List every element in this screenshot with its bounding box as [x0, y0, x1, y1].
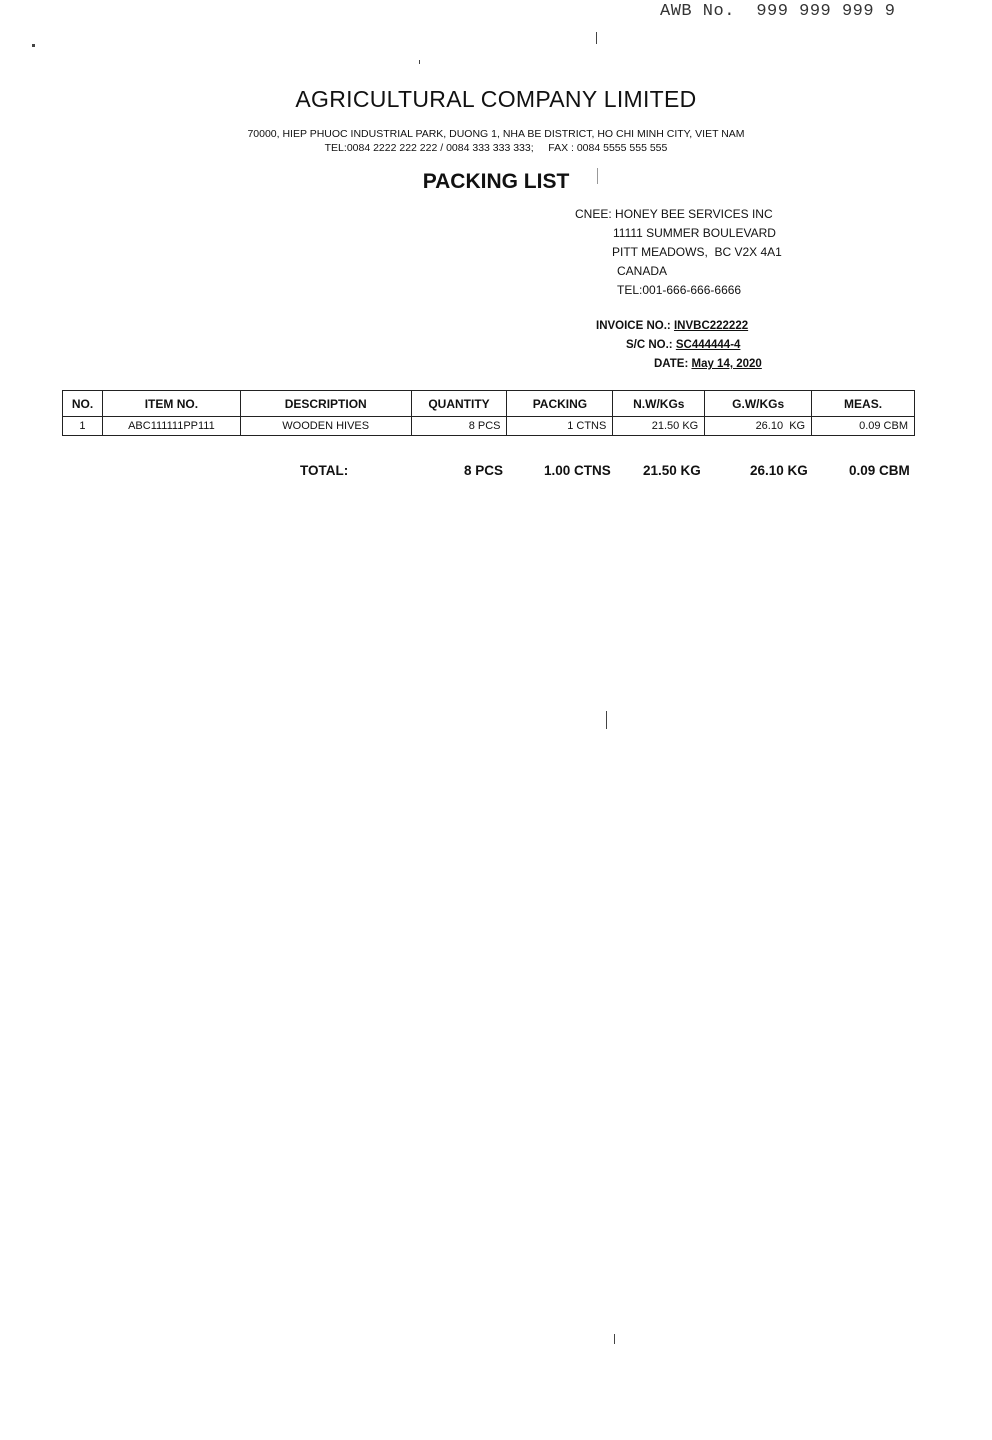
totals-packing: 1.00 CTNS: [544, 463, 611, 478]
date-value: May 14, 2020: [691, 358, 762, 370]
consignee-city: PITT MEADOWS, BC V2X 4A1: [612, 245, 782, 259]
totals-quantity: 8 PCS: [464, 463, 504, 478]
cell-description: WOODEN HIVES: [240, 417, 411, 436]
cell-measurement: 0.09 CBM: [812, 417, 915, 436]
company-contact: TEL:0084 2222 222 222 / 0084 333 333 333; FAX : 0084 5555 555 555: [324, 142, 668, 154]
sc-label: S/C NO.:: [626, 339, 673, 351]
invoice-label: INVOICE NO.:: [596, 320, 671, 332]
table-header-row: [63, 391, 915, 417]
document-date: [654, 358, 762, 370]
totals-measurement: 0.09 CBM: [849, 463, 910, 478]
packing-table: [62, 390, 915, 436]
company-name: AGRICULTURAL COMPANY LIMITED: [295, 86, 697, 112]
awb-value: 999 999 999 9: [756, 2, 896, 21]
scan-mark: [419, 60, 420, 64]
column-header-gross-weight: G.W/KGs: [705, 391, 812, 417]
awb-label: AWB No.: [660, 2, 735, 21]
consignee-street: 11111 SUMMER BOULEVARD: [613, 226, 776, 240]
scan-mark: [606, 711, 607, 729]
consignee-tel: TEL:001-666-666-6666: [617, 283, 742, 297]
totals-label: TOTAL:: [300, 463, 349, 478]
cell-item-no: ABC111111PP111: [102, 417, 240, 436]
cell-packing: 1 CTNS: [507, 417, 613, 436]
cell-no: 1: [63, 417, 103, 436]
consignee-name: HONEY BEE SERVICES INC: [615, 207, 773, 221]
document-title: PACKING LIST: [422, 170, 570, 193]
column-header-item-no: ITEM NO.: [102, 391, 240, 417]
column-header-quantity: QUANTITY: [411, 391, 507, 417]
invoice-value: INVBC222222: [673, 320, 749, 332]
cell-gross-weight: 26.10 KG: [705, 417, 812, 436]
column-header-description: DESCRIPTION: [240, 391, 411, 417]
column-header-no: NO.: [63, 391, 103, 417]
column-header-packing: PACKING: [507, 391, 613, 417]
totals-gross-weight: 26.10 KG: [750, 463, 808, 478]
table-row: [63, 417, 915, 436]
totals-net-weight: 21.50 KG: [643, 463, 701, 478]
sc-number: [626, 339, 740, 351]
scan-mark: [32, 44, 35, 47]
consignee-name-line: [575, 207, 773, 221]
date-label: DATE:: [654, 358, 689, 370]
company-address: 70000, HIEP PHUOC INDUSTRIAL PARK, DUONG 1, NHA BE DISTRICT, HO CHI MINH CITY, VIET NAM: [247, 128, 745, 140]
scan-mark: [597, 168, 598, 184]
cell-net-weight: 21.50 KG: [613, 417, 705, 436]
awb-number: [660, 2, 895, 21]
consignee-label: CNEE:: [575, 207, 612, 221]
scan-mark: [596, 32, 597, 44]
column-header-net-weight: N.W/KGs: [613, 391, 705, 417]
sc-value: SC444444-4: [675, 339, 741, 351]
column-header-measurement: MEAS.: [812, 391, 915, 417]
scan-mark: [614, 1334, 615, 1344]
invoice-number: [596, 320, 748, 332]
cell-quantity: 8 PCS: [411, 417, 507, 436]
consignee-country: CANADA: [617, 264, 668, 278]
